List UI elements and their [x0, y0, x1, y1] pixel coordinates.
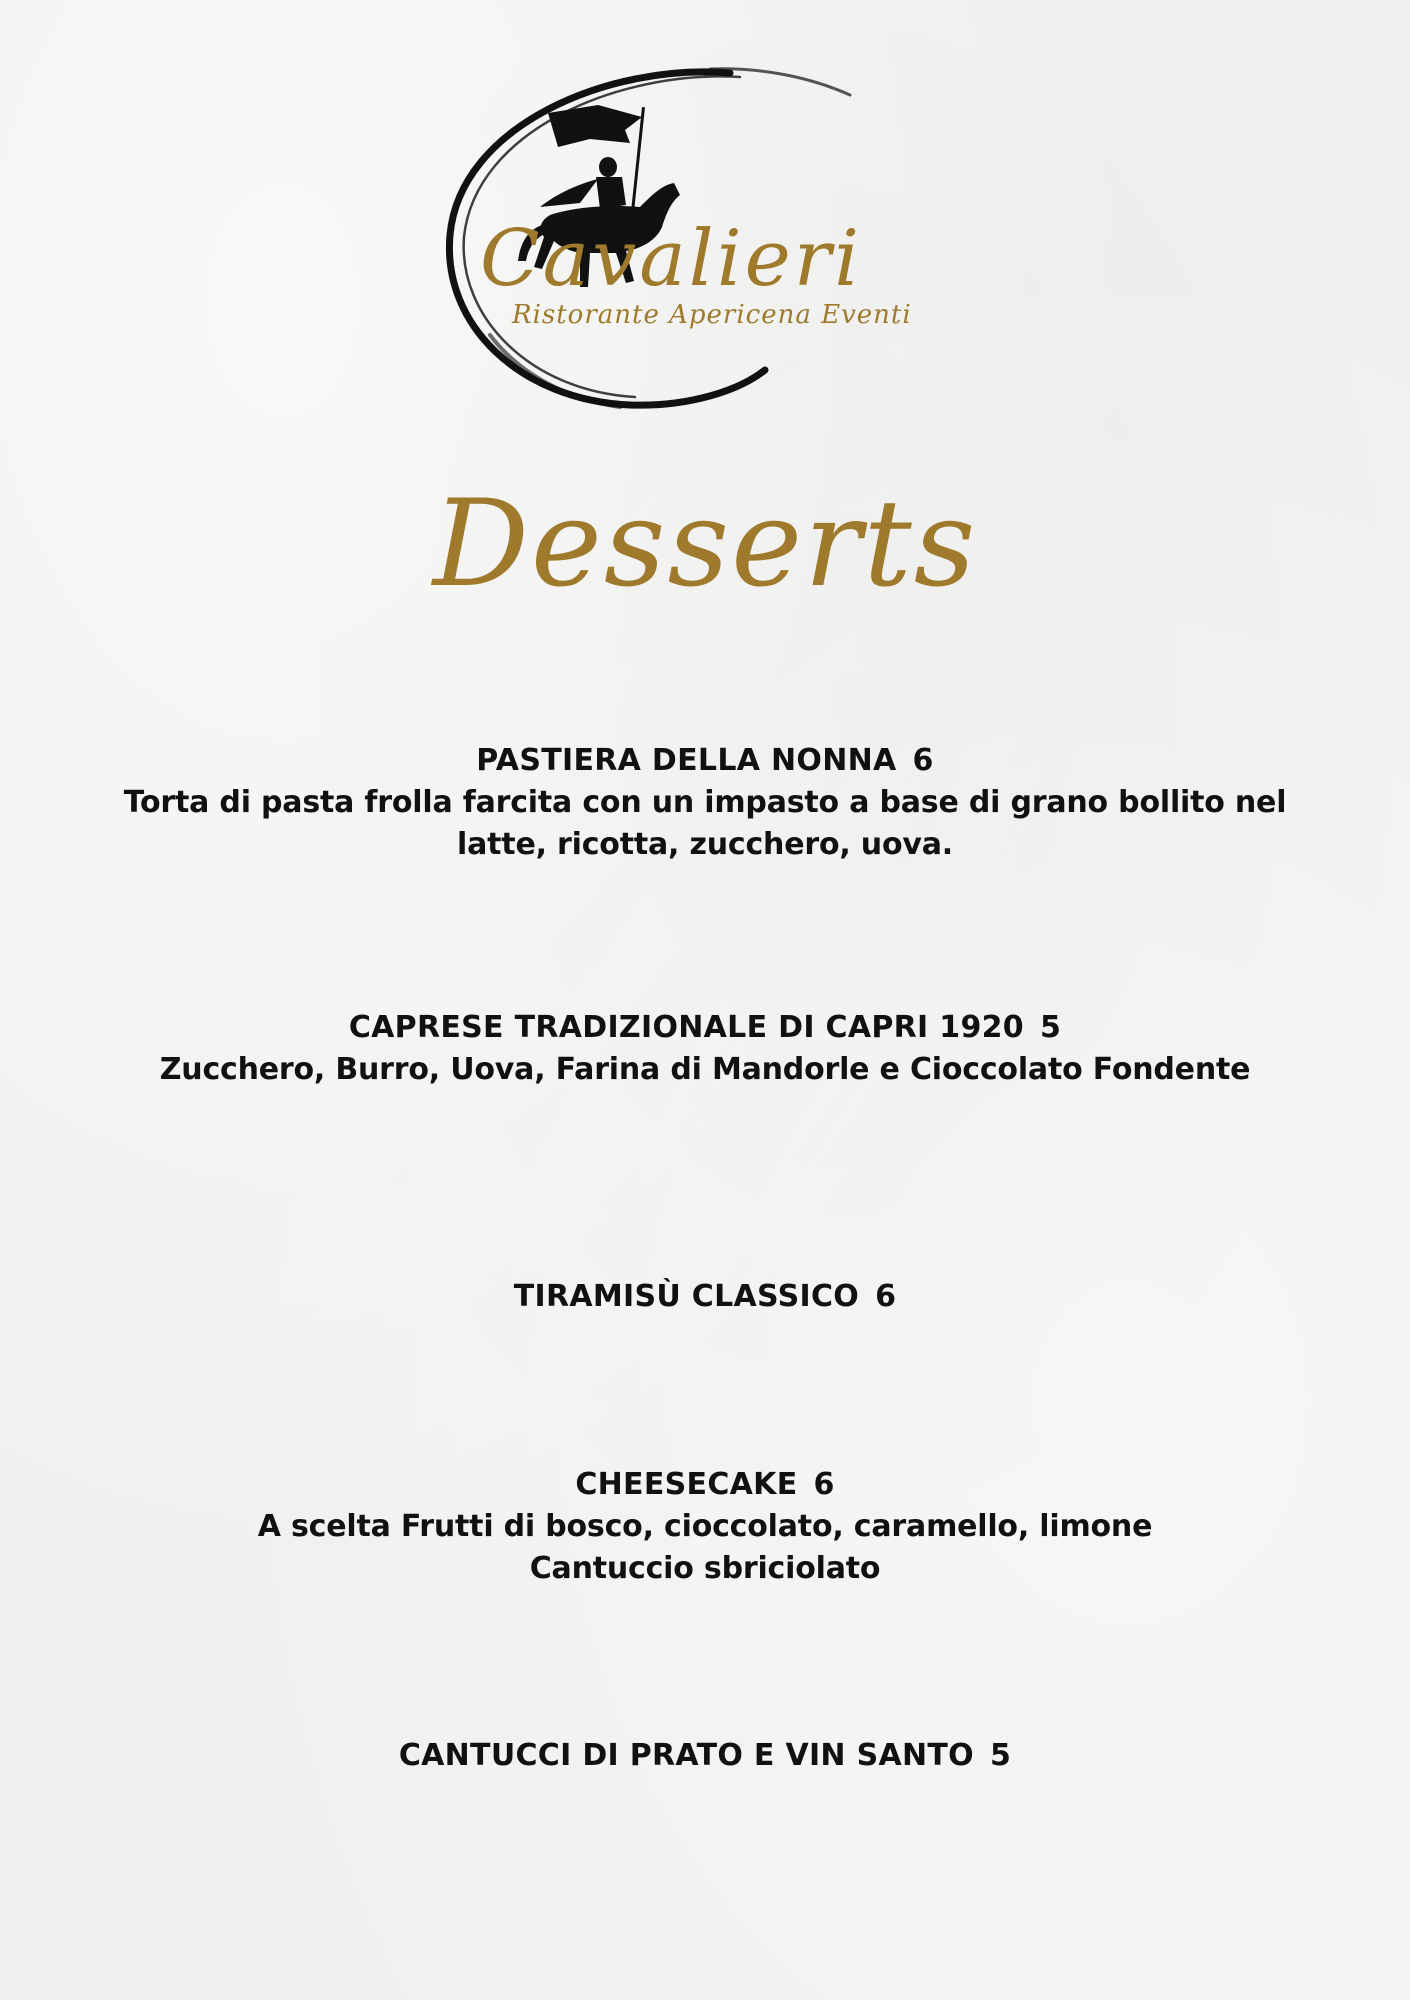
- item-name-line: [40, 1276, 1370, 1318]
- item-name-line: [40, 1735, 1370, 1777]
- item-name-line: [40, 740, 1370, 782]
- item-name: CANTUCCI DI PRATO E VIN SANTO: [398, 1738, 974, 1773]
- item-price: 6: [875, 1279, 897, 1314]
- item-name: CAPRESE TRADIZIONALE DI CAPRI 1920: [348, 1010, 1024, 1045]
- menu-item-cheesecake: [40, 1464, 1370, 1590]
- item-name: TIRAMISÙ CLASSICO: [513, 1279, 860, 1314]
- page-title: Desserts: [432, 475, 978, 614]
- restaurant-logo: [430, 55, 1010, 425]
- item-description: Zucchero, Burro, Uova, Farina di Mandorle e Cioccolato Fondente: [159, 1052, 1251, 1087]
- item-name: PASTIERA DELLA NONNA: [476, 743, 897, 778]
- item-price: 5: [1039, 1010, 1062, 1045]
- menu-item-cantucci: [40, 1735, 1370, 1777]
- item-price: 5: [989, 1738, 1012, 1773]
- item-price: 6: [813, 1467, 835, 1502]
- item-name-line: [40, 1464, 1370, 1506]
- brand-name: Cavalieri: [480, 214, 863, 304]
- item-price: 6: [912, 743, 934, 778]
- item-description: A scelta Frutti di bosco, cioccolato, caramello, limone: [257, 1509, 1153, 1544]
- menu-item-tiramisu: [40, 1276, 1370, 1318]
- brand-tagline: Ristorante Apericena Eventi: [512, 300, 912, 330]
- item-name-line: [40, 1007, 1370, 1049]
- item-description: Torta di pasta frolla farcita con un impasto a base di grano bollito nel latte, ricotta, zucchero, uova.: [123, 785, 1287, 862]
- menu-item-pastiera: [40, 740, 1370, 866]
- menu-item-caprese: [40, 1007, 1370, 1091]
- item-name: CHEESECAKE: [575, 1467, 798, 1502]
- item-description: Cantuccio sbriciolato: [529, 1551, 881, 1586]
